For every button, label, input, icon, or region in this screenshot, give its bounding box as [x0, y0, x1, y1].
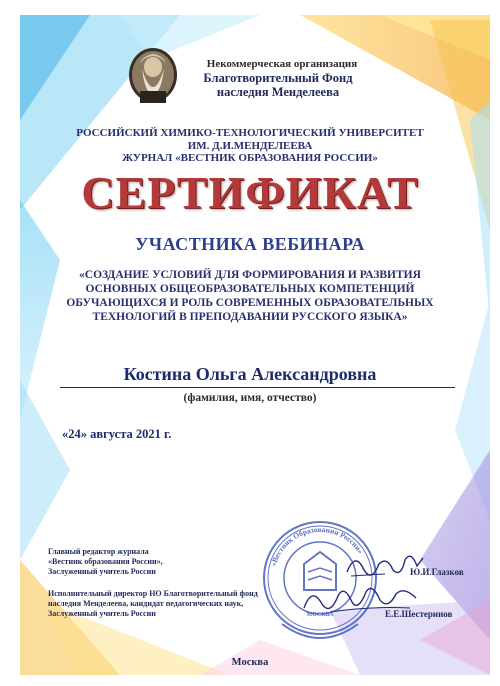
recipient-name-hint: (фамилия, имя, отчество) [183, 392, 317, 404]
issue-date: «24» августа 2021 г. [62, 427, 172, 441]
name-underline [60, 387, 455, 388]
city: Москва [231, 657, 269, 668]
stamp-center-text: МОСКВА [306, 612, 334, 618]
webinar-topic: «СОЗДАНИЕ УСЛОВИЙ ДЛЯ ФОРМИРОВАНИЯ И РАЗВИТИЯ ОСНОВНЫХ ОБЩЕОБРАЗОВАТЕЛЬНЫХ КОМПЕТЕНЦИЙ ОБУЧАЮЩИХСЯ И РОЛЬ СОВРЕМЕННЫХ ОБРАЗОВАТЕЛЬНЫХ ТЕХНОЛОГИЙ В ПРЕПОДАВАНИИ РУССКОГО ЯЗЫКА» [66, 269, 434, 323]
recipient-name: Костина Ольга Александровна [123, 364, 377, 384]
signatory-2-title: Исполнительный директор НО Благотворительный фонд наследия Менделеева, кандидат педагогических наук, Заслуженный учитель России [48, 589, 258, 618]
certificate-title: СЕРТИФИКАТ [81, 167, 419, 218]
certificate-subtitle: УЧАСТНИКА ВЕБИНАРА [135, 234, 365, 254]
signatory-1-name: Ю.И.Глазков [410, 567, 464, 577]
issuer-journal: ЖУРНАЛ «ВЕСТНИК ОБРАЗОВАНИЯ РОССИИ» [122, 152, 378, 164]
issuers-block [0, 127, 500, 165]
signatory-2-name: Е.Е.Шестеринов [385, 609, 453, 619]
signatory-1-title: Главный редактор журнала «Вестник образования России», Заслуженный учитель России [48, 547, 163, 576]
organization-name: Благотворительный Фонд наследия Менделеева [203, 71, 353, 99]
issuer-university: РОССИЙСКИЙ ХИМИКО-ТЕХНОЛОГИЧЕСКИЙ УНИВЕРСИТЕТ [76, 127, 424, 139]
issuer-university-name: ИМ. Д.И.МЕНДЕЛЕЕВА [187, 139, 313, 152]
organization-type: Некоммерческая организация [206, 58, 358, 70]
stamp-outer-text: «Вестник Образования России» [268, 524, 366, 568]
